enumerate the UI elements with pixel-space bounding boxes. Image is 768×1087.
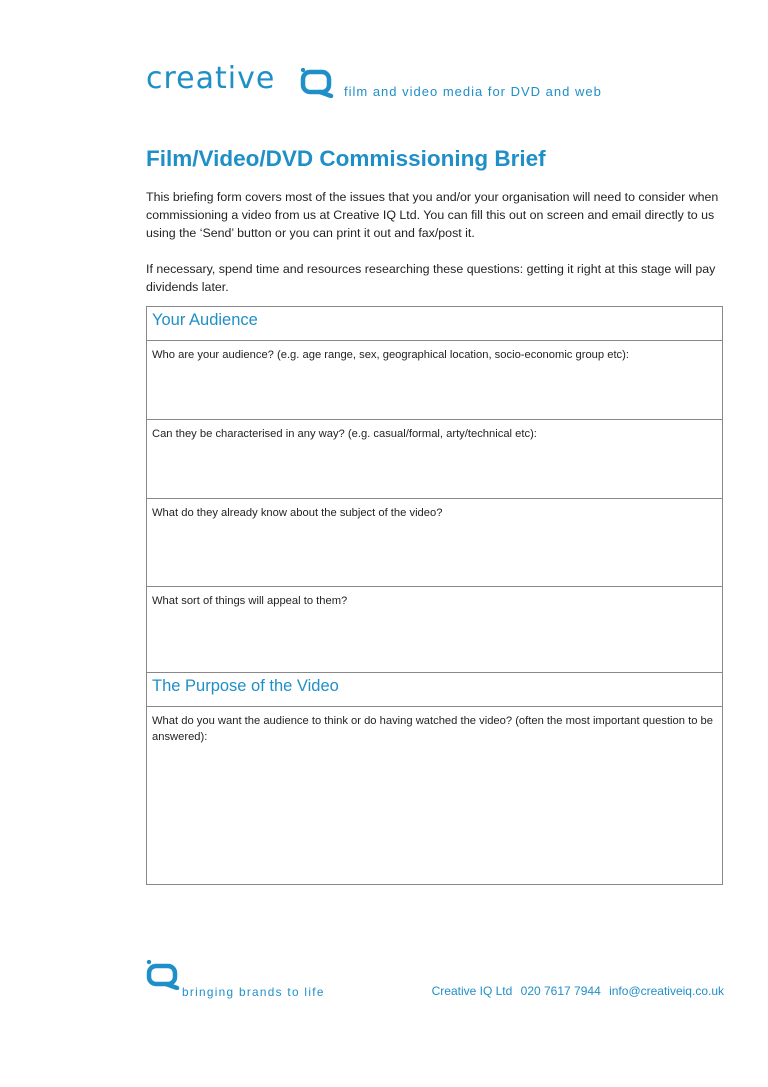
question-label: Who are your audience? (e.g. age range, sex, geographical location, socio-economic group etc): <box>152 349 629 361</box>
page-title: Film/Video/DVD Commissioning Brief <box>146 146 546 171</box>
brief-form <box>146 306 723 885</box>
email-link[interactable]: info@creativeiq.co.uk <box>609 984 724 998</box>
field-audience-appeal[interactable] <box>147 587 722 673</box>
field-audience-who[interactable] <box>147 341 722 420</box>
section-heading-purpose: The Purpose of the Video <box>147 673 722 707</box>
page-footer <box>146 960 726 1010</box>
page-header <box>146 62 726 102</box>
question-label: What do they already know about the subject of the video? <box>152 507 443 519</box>
field-audience-character[interactable] <box>147 420 722 499</box>
field-purpose-outcome[interactable] <box>147 707 722 884</box>
iq-logo-icon <box>146 960 180 990</box>
phone-number: 020 7617 7944 <box>520 984 601 998</box>
field-audience-knowledge[interactable] <box>147 499 722 587</box>
footer-tagline: bringing brands to life <box>182 985 325 999</box>
contact-info <box>427 984 724 998</box>
intro-paragraph-1: This briefing form covers most of the issues that you and/or your organisation will need to consider when commissioning a video from us at Creative IQ Ltd. You can fill this out on screen and email directly to us using the ‘Send’ button or you can print it out and fax/post it. <box>146 190 719 240</box>
question-label: Can they be characterised in any way? (e.g. casual/formal, arty/technical etc): <box>152 428 537 440</box>
company-name: Creative IQ Ltd <box>431 984 513 998</box>
brand-wordmark: creative <box>146 61 276 96</box>
section-heading-audience: Your Audience <box>147 307 722 341</box>
question-label: What do you want the audience to think or do having watched the video? (often the most important question to be answered): <box>152 715 713 743</box>
question-label: What sort of things will appeal to them? <box>152 595 348 607</box>
header-tagline: film and video media for DVD and web <box>344 84 602 99</box>
intro-paragraph-2: If necessary, spend time and resources researching these questions: getting it right at this stage will pay dividends later. <box>146 262 716 294</box>
intro-text <box>146 188 726 314</box>
iq-logo-icon <box>300 68 334 98</box>
